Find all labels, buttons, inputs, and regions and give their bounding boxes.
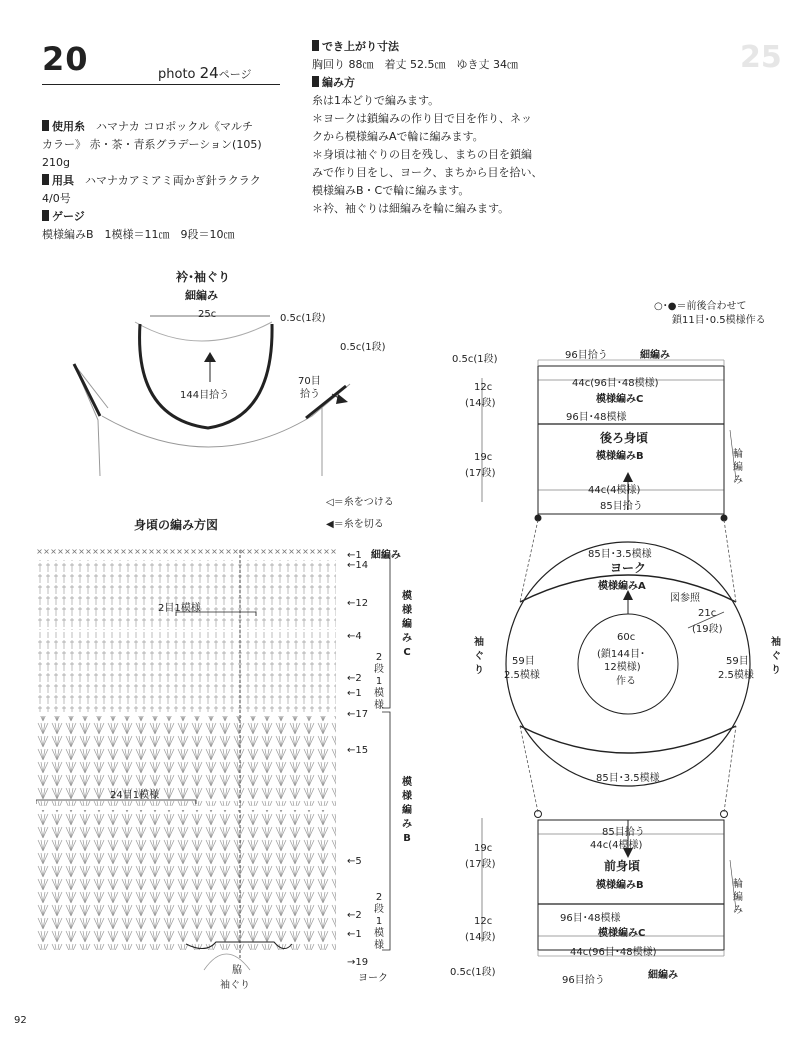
bleed-number: 25 bbox=[740, 40, 782, 75]
pattern-b-label: 模 様 編 み B bbox=[402, 777, 412, 844]
repeat-note-1: 2 段 1 模 様 bbox=[374, 652, 384, 711]
tools-line1: ハマナカアミアミ両かぎ針ラクラク bbox=[85, 174, 261, 187]
back-pattern-b: 模様編みB bbox=[596, 451, 644, 462]
legend-attach bbox=[326, 493, 394, 508]
row-number: ←14 bbox=[347, 560, 369, 571]
yoke-title: ヨーク bbox=[610, 561, 647, 575]
neck-line-3: 12模様) bbox=[604, 662, 641, 673]
legend-attach-text: ＝糸をつける bbox=[333, 497, 394, 508]
repeat-note-2: 2 段 1 模 様 bbox=[374, 892, 384, 951]
back-h2a: 19c bbox=[474, 452, 493, 463]
front-top-width: 44c(4模様) bbox=[590, 840, 643, 851]
top-pick: 96目拾う bbox=[565, 350, 608, 361]
collar-subtitle: 細編み bbox=[185, 289, 218, 302]
schematic-note-1: ○･●＝前後合わせて bbox=[654, 301, 747, 312]
back-h2b: (17段) bbox=[465, 468, 496, 479]
method-heading: 編み方 bbox=[322, 76, 355, 89]
row-number: →19 bbox=[347, 957, 369, 968]
repeat-large: 24目1模様 bbox=[110, 790, 160, 801]
method-line-1: 糸は1本どりで編みます。 bbox=[312, 94, 440, 107]
bottom-edge: 0.5c(1段) bbox=[450, 967, 496, 978]
row-top-label: 細編み bbox=[370, 550, 401, 561]
front-h2b: (14段) bbox=[465, 932, 496, 943]
size-heading: でき上がり寸法 bbox=[322, 40, 399, 53]
top-single-crochet: 細編み bbox=[640, 350, 670, 361]
attach-yarn-icon: ◁ bbox=[326, 497, 334, 508]
neck-line-4: 作る bbox=[616, 676, 636, 687]
photo-reference bbox=[158, 64, 252, 82]
row-number: ←17 bbox=[347, 709, 369, 720]
yarn-line3: 210g bbox=[42, 156, 70, 169]
yarn-heading: 使用糸 bbox=[52, 120, 85, 133]
yoke-height-b: (19段) bbox=[692, 624, 723, 635]
collar-pick-arm-1: 70目 bbox=[298, 376, 321, 387]
armhole-right-a: 59目 bbox=[726, 656, 749, 667]
photo-label: photo bbox=[158, 67, 196, 82]
front-h1a: 19c bbox=[474, 843, 493, 854]
header-rule bbox=[42, 84, 280, 85]
row-number: ←2 bbox=[347, 910, 362, 921]
armhole-left-b: 2.5模様 bbox=[504, 670, 540, 681]
cut-yarn-icon: ◀ bbox=[326, 519, 334, 530]
size-line: 胸回り 88㎝ 着丈 52.5㎝ ゆき丈 34㎝ bbox=[312, 58, 518, 71]
back-title: 後ろ身頃 bbox=[600, 431, 649, 445]
back-ring-label: 輪 編 み bbox=[733, 449, 743, 486]
row-number: ←1 bbox=[347, 688, 362, 699]
neck-line-2: (鎖144目･ bbox=[597, 649, 645, 660]
row-number: ←1 細編み bbox=[347, 550, 401, 561]
size-method-section bbox=[312, 38, 543, 218]
back-c-count: 96目･48模様 bbox=[566, 412, 627, 423]
yarn-line1: ハマナカ コロポックル《マルチ bbox=[96, 120, 253, 133]
tools-line2: 4/0号 bbox=[42, 192, 71, 205]
collar-edge-1: 0.5c(1段) bbox=[280, 313, 326, 324]
pattern-number: 20 bbox=[42, 40, 89, 78]
pattern-c-label: 模 様 編 み C bbox=[402, 591, 412, 658]
bottom-pick: 96目拾う bbox=[562, 975, 605, 986]
front-pattern-c: 模様編みC bbox=[598, 928, 646, 939]
back-pick: 85目拾う bbox=[600, 501, 643, 512]
materials-section bbox=[42, 118, 262, 244]
method-line-3: クから模様編みAで輪に編みます。 bbox=[312, 130, 484, 143]
armhole-right-b: 2.5模様 bbox=[718, 670, 754, 681]
photo-page: 24 bbox=[199, 64, 219, 82]
front-pick: 85目拾う bbox=[602, 827, 645, 838]
row-number: ←4 bbox=[347, 631, 362, 642]
gauge-heading: ゲージ bbox=[52, 210, 85, 223]
bottom-single-crochet: 細編み bbox=[648, 970, 678, 981]
figure-reference: 図参照 bbox=[670, 593, 700, 604]
side-label: 脇 bbox=[232, 965, 242, 976]
method-line-7: ＊衿、袖ぐりは細編みを輪に編みます。 bbox=[312, 202, 510, 215]
collar-pick-neck: 144目拾う bbox=[180, 390, 230, 401]
collar-width: 25c bbox=[198, 309, 217, 320]
row-number: ←2 bbox=[347, 673, 362, 684]
page-suffix: ページ bbox=[218, 68, 252, 81]
back-pattern-c: 模様編みC bbox=[596, 394, 644, 405]
neck-line-1: 60c bbox=[617, 632, 636, 643]
top-edge: 0.5c(1段) bbox=[452, 354, 498, 365]
front-pattern-b: 模様編みB bbox=[596, 880, 644, 891]
chart-title: 身頃の編み方図 bbox=[134, 518, 219, 532]
collar-title: 衿･袖ぐり bbox=[176, 270, 231, 284]
row-number: ←12 bbox=[347, 598, 369, 609]
front-ring-label: 輪 編 み bbox=[733, 879, 743, 916]
legend-cut-text: ＝糸を切る bbox=[333, 519, 384, 530]
front-title: 前身頃 bbox=[604, 859, 641, 873]
schematic-note-2: 鎖11目･0.5模様作る bbox=[672, 315, 766, 326]
collar-pick-arm-2: 拾う bbox=[300, 389, 320, 400]
front-bottom-width: 44c(96目･48模様) bbox=[570, 947, 657, 958]
row-number: ←5 bbox=[347, 856, 362, 867]
collar-edge-2: 0.5c(1段) bbox=[340, 342, 386, 353]
tools-heading: 用具 bbox=[52, 174, 74, 187]
front-h1b: (17段) bbox=[465, 859, 496, 870]
row-number: ←15 bbox=[347, 745, 369, 756]
yoke-label: ヨーク bbox=[358, 973, 388, 984]
repeat-small: 2目1模様 bbox=[158, 603, 201, 614]
yoke-pattern: 模様編みA bbox=[598, 581, 646, 592]
method-line-4: ＊身頃は袖ぐりの目を残し、まちの目を鎖編 bbox=[312, 148, 532, 161]
front-h2a: 12c bbox=[474, 916, 493, 927]
sleeve-left-label: 袖 ぐ り bbox=[474, 637, 484, 676]
back-h1a: 12c bbox=[474, 382, 493, 393]
yoke-bottom-count: 85目･3.5模様 bbox=[596, 773, 660, 784]
armhole-left-a: 59目 bbox=[512, 656, 535, 667]
gauge-line: 模様編みB 1模様＝11㎝ 9段＝10㎝ bbox=[42, 228, 235, 241]
row-number: ←1 bbox=[347, 929, 362, 940]
back-h1b: (14段) bbox=[465, 398, 496, 409]
yarn-line2: カラー》 赤・茶・青系グラデーション(105) bbox=[42, 138, 262, 151]
front-c-count: 96目･48模様 bbox=[560, 913, 621, 924]
method-line-2: ＊ヨークは鎖編みの作り目で目を作り、ネッ bbox=[312, 112, 532, 125]
legend-cut bbox=[326, 515, 384, 530]
method-line-6: 模様編みB・Cで輪に編みます。 bbox=[312, 184, 470, 197]
page-number: 92 bbox=[14, 1015, 27, 1026]
yoke-top-count: 85目･3.5模様 bbox=[588, 549, 652, 560]
method-line-5: みで作り目をし、ヨーク、まちから目を拾い、 bbox=[312, 166, 543, 179]
back-bottom-width: 44c(4模様) bbox=[588, 485, 641, 496]
armhole-label: 袖ぐり bbox=[220, 980, 250, 991]
yoke-height-a: 21c bbox=[698, 608, 717, 619]
sleeve-right-label: 袖 ぐ り bbox=[771, 637, 781, 676]
back-top-width: 44c(96目･48模様) bbox=[572, 378, 659, 389]
